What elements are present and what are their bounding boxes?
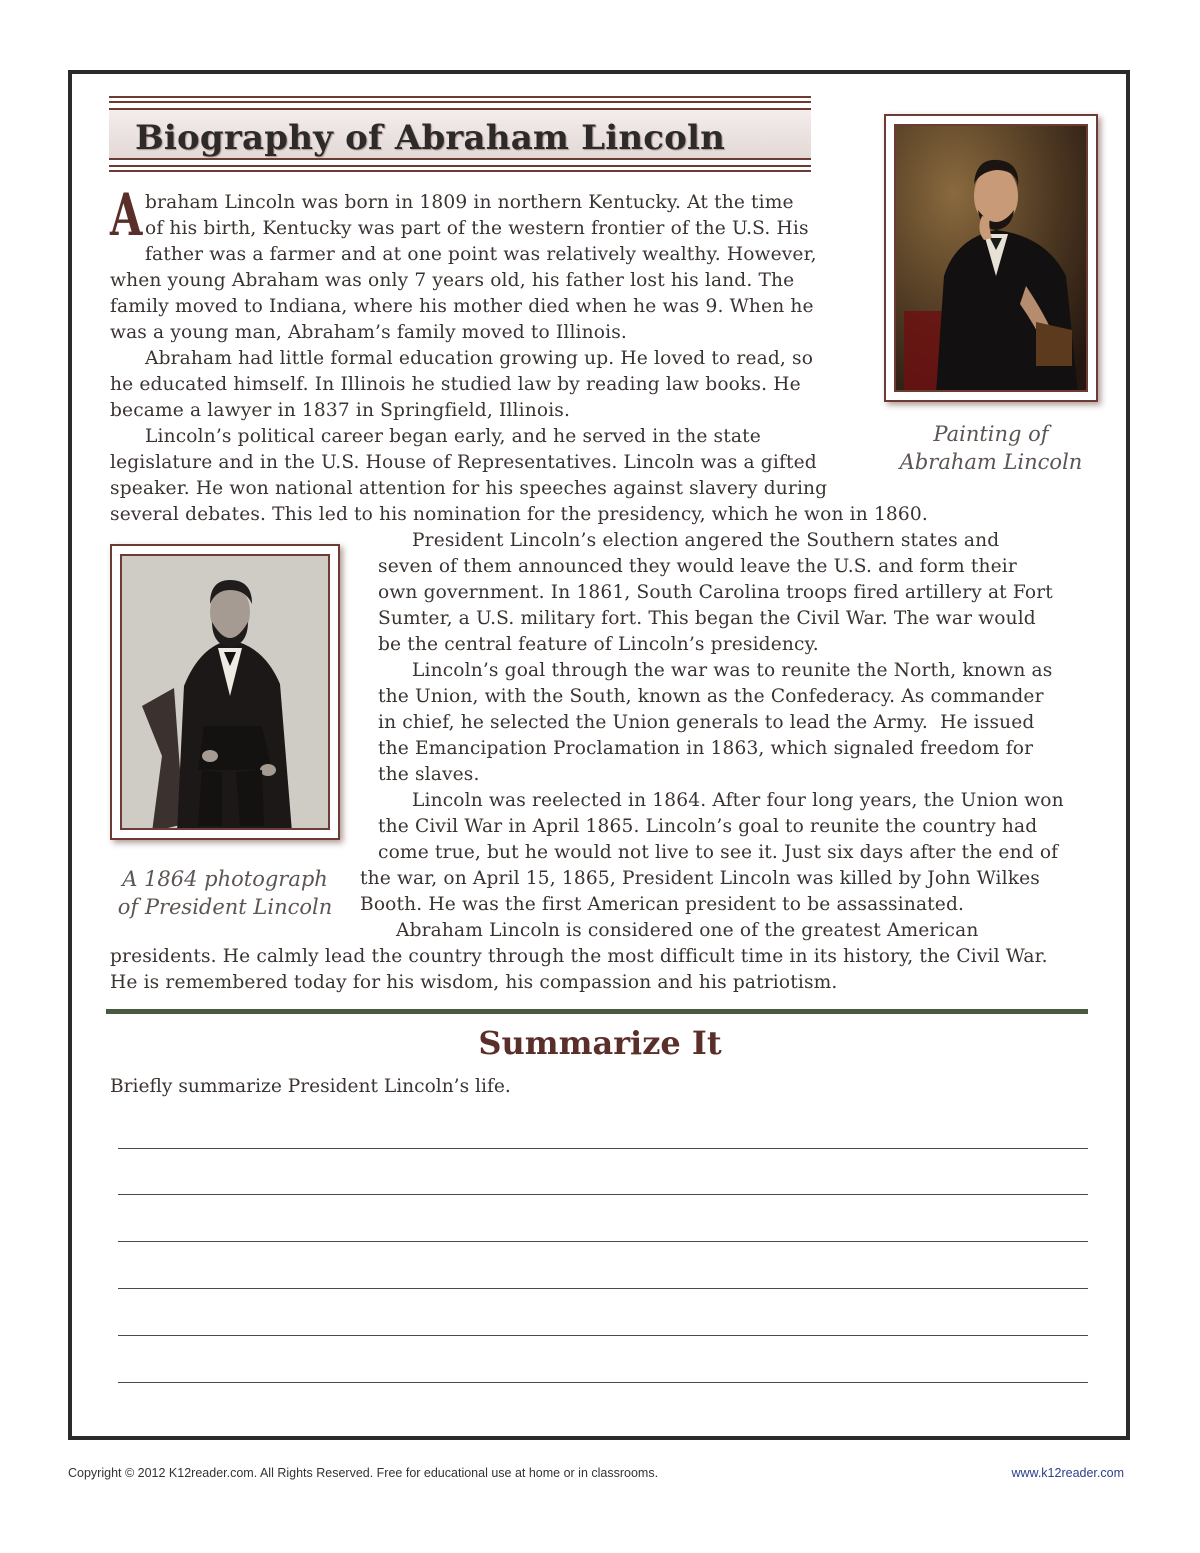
body-line: seven of them announced they would leave the U.S. and form their — [378, 556, 1017, 577]
photograph-image — [120, 554, 330, 830]
body-line: family moved to Indiana, where his mother died when he was 9. When he — [110, 296, 814, 317]
website-link[interactable]: www.k12reader.com — [1011, 1466, 1124, 1480]
body-line: Abraham had little formal education growing up. He loved to read, so — [145, 348, 814, 369]
summary-prompt: Briefly summarize President Lincoln’s life. — [110, 1076, 511, 1097]
title-rule-bottom — [109, 165, 811, 167]
photograph-caption-line-1: A 1864 photograph — [122, 867, 328, 891]
body-line: braham Lincoln was born in 1809 in northern Kentucky. At the time — [145, 192, 794, 213]
writing-line[interactable] — [118, 1241, 1088, 1242]
body-line: of his birth, Kentucky was part of the western frontier of the U.S. His — [145, 218, 809, 239]
body-line: when young Abraham was only 7 years old, his father lost his land. The — [110, 270, 795, 291]
body-line: the Union, with the South, known as the Confederacy. As commander — [378, 686, 1044, 707]
body-line: the Emancipation Proclamation in 1863, which signaled freedom for — [378, 738, 1034, 759]
body-line: Booth. He was the first American president to be assassinated. — [360, 894, 965, 915]
lincoln-photograph — [110, 544, 340, 840]
page-title: Biography of Abraham Lincoln — [135, 118, 726, 158]
writing-line[interactable] — [118, 1335, 1088, 1336]
writing-line[interactable] — [118, 1288, 1088, 1289]
title-rule-bottom-2 — [109, 170, 811, 172]
painting-caption-line-2: Abraham Lincoln — [899, 450, 1083, 474]
body-line: in chief, he selected the Union generals to lead the Army. He issued — [378, 712, 1035, 733]
photograph-illustration — [122, 556, 330, 830]
writing-line[interactable] — [118, 1194, 1088, 1195]
title-rule-top-2 — [109, 101, 811, 103]
title-banner — [109, 96, 811, 172]
painting-illustration — [896, 126, 1088, 392]
title-rule-top — [109, 96, 811, 98]
writing-line[interactable] — [118, 1382, 1088, 1383]
body-line: speaker. He won national attention for his speeches against slavery during — [110, 478, 828, 499]
copyright-text: Copyright © 2012 K12reader.com. All Rights Reserved. Free for educational use at home or in classrooms. — [68, 1466, 659, 1480]
body-line: Lincoln’s goal through the war was to reunite the North, known as — [412, 660, 1053, 681]
body-line: Lincoln was reelected in 1864. After four long years, the Union won — [412, 790, 1064, 811]
body-line: come true, but he would not live to see it. Just six days after the end of — [378, 842, 1059, 863]
body-line: Abraham Lincoln is considered one of the greatest American — [396, 920, 979, 941]
summary-heading: Summarize It — [478, 1024, 722, 1062]
painting-caption — [884, 420, 1098, 476]
body-line: he educated himself. In Illinois he studied law by reading law books. He — [110, 374, 801, 395]
drop-cap: A — [110, 181, 143, 249]
painting-image — [894, 124, 1088, 392]
body-line: became a lawyer in 1837 in Springfield, Illinois. — [110, 400, 571, 421]
body-line: President Lincoln’s election angered the Southern states and — [412, 530, 1000, 551]
title-band — [109, 108, 811, 160]
photograph-caption — [100, 865, 350, 921]
body-line: the Civil War in April 1865. Lincoln’s goal to reunite the country had — [378, 816, 1038, 837]
photograph-caption-line-2: of President Lincoln — [117, 895, 333, 919]
writing-line[interactable] — [118, 1148, 1088, 1149]
body-line: legislature and in the U.S. House of Representatives. Lincoln was a gifted — [110, 452, 817, 473]
body-line: be the central feature of Lincoln’s presidency. — [378, 634, 819, 655]
body-line: Sumter, a U.S. military fort. This began the Civil War. The war would — [378, 608, 1036, 629]
section-divider — [106, 1009, 1088, 1014]
body-line: was a young man, Abraham’s family moved to Illinois. — [110, 322, 627, 343]
body-line: father was a farmer and at one point was relatively wealthy. However, — [145, 244, 817, 265]
body-line: presidents. He calmly lead the country through the most difficult time in its history, the Civil War. — [110, 946, 1048, 967]
body-line: Lincoln’s political career began early, and he served in the state — [145, 426, 761, 447]
body-line: several debates. This led to his nomination for the presidency, which he won in 1860. — [110, 504, 928, 525]
painting-caption-line-1: Painting of — [933, 422, 1049, 446]
body-line: the slaves. — [378, 764, 480, 785]
lincoln-painting — [884, 114, 1098, 402]
body-line: He is remembered today for his wisdom, his compassion and his patriotism. — [110, 972, 838, 993]
body-line: own government. In 1861, South Carolina troops fired artillery at Fort — [378, 582, 1053, 603]
body-line: the war, on April 15, 1865, President Lincoln was killed by John Wilkes — [360, 868, 1040, 889]
